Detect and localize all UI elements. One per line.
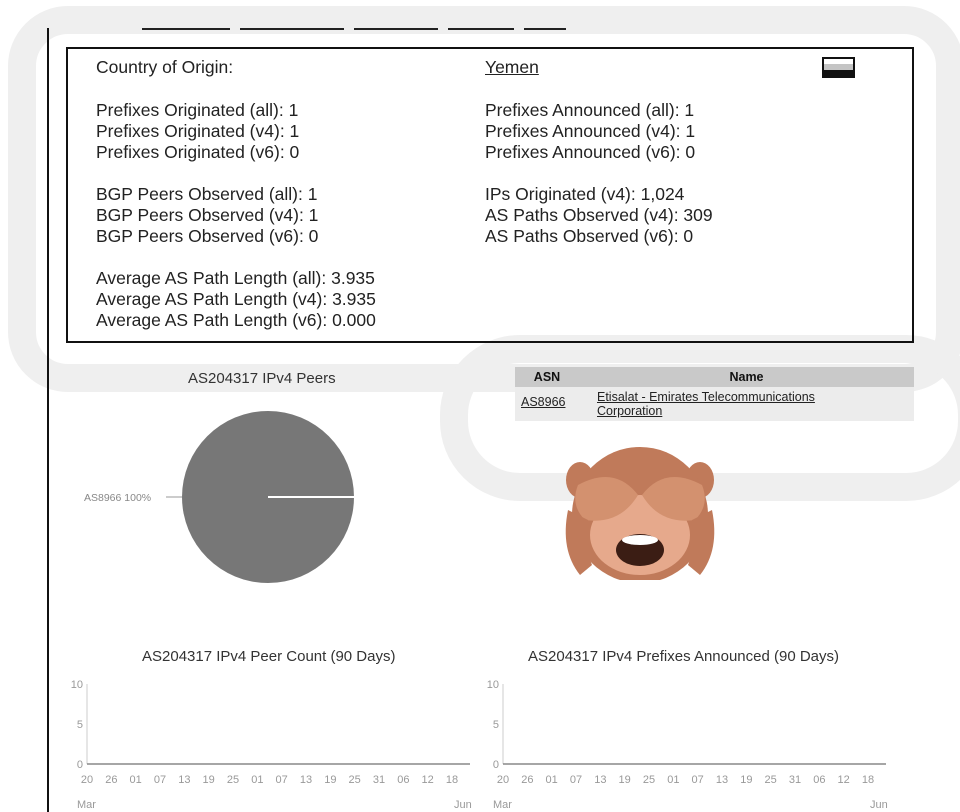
- x-tick-label: 25: [642, 774, 656, 786]
- country-link[interactable]: Yemen: [485, 57, 539, 77]
- peers-pie-title: AS204317 IPv4 Peers: [188, 370, 336, 387]
- prefixes-announced-chart-title: AS204317 IPv4 Prefixes Announced (90 Days): [528, 648, 840, 665]
- x-tick-label: 20: [496, 774, 510, 786]
- name-cell[interactable]: [579, 387, 914, 421]
- stat-prefixes-announced-all: Prefixes Announced (all): 1: [485, 100, 695, 120]
- x-tick-label: 13: [178, 774, 191, 786]
- name-column-header[interactable]: Name: [579, 367, 914, 387]
- x-tick-label: 06: [397, 774, 410, 786]
- peer-table: [515, 367, 914, 421]
- x-tick-label: 01: [251, 774, 264, 786]
- yemen-flag-icon: [822, 57, 855, 78]
- stat-avg-path-all: Average AS Path Length (all): 3.935: [96, 268, 375, 288]
- stat-prefixes-originated-all: Prefixes Originated (all): 1: [96, 100, 299, 120]
- x-tick-label: 19: [202, 774, 215, 786]
- x-tick-label: 07: [153, 774, 167, 786]
- stat-avg-path-v6: Average AS Path Length (v6): 0.000: [96, 310, 376, 330]
- y-tick-label: 10: [70, 679, 83, 691]
- asn-name-link[interactable]: Corporation: [597, 404, 663, 418]
- stat-bgp-peers-all: BGP Peers Observed (all): 1: [96, 184, 318, 204]
- x-month-label: Jun: [870, 799, 888, 811]
- x-tick-label: 07: [275, 774, 288, 786]
- asn-column-header[interactable]: ASN: [515, 367, 579, 387]
- stat-as-paths-v6: AS Paths Observed (v6): 0: [485, 226, 694, 246]
- stat-prefixes-originated-v6: Prefixes Originated (v6): 0: [96, 142, 300, 162]
- peer-count-chart-title: AS204317 IPv4 Peer Count (90 Days): [142, 648, 396, 665]
- y-tick-label: 10: [486, 679, 499, 691]
- page-left-border: [47, 28, 49, 812]
- x-tick-label: 13: [299, 774, 313, 786]
- x-tick-label: 12: [421, 774, 434, 786]
- stat-avg-path-v4: Average AS Path Length (v4): 3.935: [96, 289, 376, 309]
- x-tick-label: 19: [324, 774, 337, 786]
- stat-bgp-peers-v6: BGP Peers Observed (v6): 0: [96, 226, 319, 246]
- x-tick-label: 26: [105, 774, 118, 786]
- x-tick-label: 13: [715, 774, 729, 786]
- nav-tab-underline[interactable]: [354, 28, 438, 30]
- peer-count-chart: [60, 672, 480, 812]
- x-tick-label: 12: [837, 774, 850, 786]
- stat-prefixes-announced-v4: Prefixes Announced (v4): 1: [485, 121, 696, 141]
- x-month-label: Jun: [454, 799, 472, 811]
- x-tick-label: 31: [372, 774, 386, 786]
- x-month-label: Mar: [77, 799, 96, 811]
- table-row: [515, 387, 914, 421]
- stat-bgp-peers-v4: BGP Peers Observed (v4): 1: [96, 205, 319, 225]
- asn-link[interactable]: AS8966: [521, 395, 566, 409]
- nav-tab-underline[interactable]: [142, 28, 230, 30]
- monkey-teeth: [622, 535, 658, 545]
- x-tick-label: 31: [788, 774, 802, 786]
- x-tick-label: 26: [521, 774, 534, 786]
- x-tick-label: 25: [348, 774, 361, 786]
- y-tick-label: 0: [76, 759, 83, 771]
- x-tick-label: 19: [740, 774, 753, 786]
- x-tick-label: 25: [226, 774, 240, 786]
- flag-band: [824, 70, 853, 76]
- nav-tab-underline[interactable]: [240, 28, 344, 30]
- country-label: Country of Origin:: [96, 57, 234, 77]
- prefixes-announced-chart: [476, 672, 896, 812]
- x-tick-label: 19: [618, 774, 631, 786]
- x-tick-label: 25: [764, 774, 777, 786]
- nav-tab-underline[interactable]: [524, 28, 566, 30]
- y-tick-label: 5: [492, 719, 499, 731]
- x-tick-label: 07: [569, 774, 583, 786]
- x-tick-label: 01: [667, 774, 680, 786]
- stat-prefixes-announced-v6: Prefixes Announced (v6): 0: [485, 142, 696, 162]
- x-tick-label: 01: [129, 774, 142, 786]
- x-tick-label: 13: [594, 774, 607, 786]
- stat-prefixes-originated-v4: Prefixes Originated (v4): 1: [96, 121, 300, 141]
- x-month-label: Mar: [493, 799, 512, 811]
- peer-table-header-row: [515, 367, 914, 387]
- y-tick-label: 0: [492, 759, 499, 771]
- y-tick-label: 5: [76, 719, 83, 731]
- stat-ips-originated-v4: IPs Originated (v4): 1,024: [485, 184, 685, 204]
- x-tick-label: 20: [80, 774, 94, 786]
- peers-pie-chart: [70, 395, 370, 595]
- stat-as-paths-v4: AS Paths Observed (v4): 309: [485, 205, 713, 225]
- x-tick-label: 18: [861, 774, 875, 786]
- x-tick-label: 01: [545, 774, 558, 786]
- asn-cell[interactable]: [515, 387, 579, 421]
- pie-slice-label: AS8966 100%: [84, 492, 152, 504]
- x-tick-label: 18: [445, 774, 459, 786]
- see-no-evil-monkey-icon: [560, 440, 720, 580]
- x-tick-label: 06: [813, 774, 826, 786]
- x-tick-label: 07: [691, 774, 704, 786]
- nav-tab-underline[interactable]: [448, 28, 514, 30]
- asn-name-link[interactable]: Etisalat - Emirates Telecommunications: [597, 390, 815, 404]
